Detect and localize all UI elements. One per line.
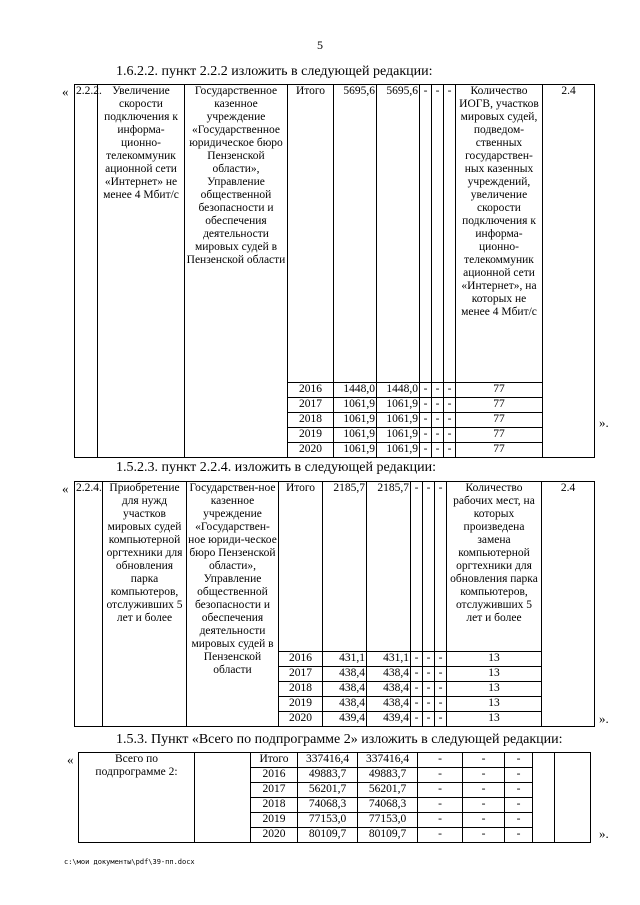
section3-open-quote: « [67, 752, 74, 767]
section2-table [74, 481, 595, 727]
section1-heading: 1.6.2.2. пункт 2.2.2 изложить в следующей редакции: [116, 64, 433, 79]
section1-indicator-value: 77 [456, 413, 543, 428]
section3-total: 77153,0 [298, 813, 358, 828]
section1-dash: - [432, 398, 444, 413]
section1-total: 1448,0 [334, 383, 377, 398]
section1-close-quote: ». [599, 415, 609, 430]
section2-indicator-value: 13 [447, 652, 542, 667]
section3-dash: - [463, 828, 505, 843]
section2-value: 438,4 [367, 697, 411, 712]
section1-open-quote: « [62, 84, 69, 99]
section3-dash: - [505, 768, 533, 783]
section2-value: 438,4 [367, 667, 411, 682]
section3-dash: - [418, 783, 463, 798]
section3-total: 49883,7 [298, 768, 358, 783]
section3-year: 2018 [251, 798, 298, 813]
section2-dash: - [435, 682, 447, 697]
section3-total: 337416,4 [298, 753, 358, 768]
section3-total: 74068,3 [298, 798, 358, 813]
section2-indicator-value: 13 [447, 697, 542, 712]
section3-total: 56201,7 [298, 783, 358, 798]
section2-value: 439,4 [367, 712, 411, 727]
section2-year: 2017 [279, 667, 323, 682]
section2-heading: 1.5.2.3. пункт 2.2.4. изложить в следующей редакции: [116, 460, 436, 475]
section2-dash: - [423, 482, 435, 652]
section3-year: 2016 [251, 768, 298, 783]
section2-total: 438,4 [323, 667, 367, 682]
section2-value: 438,4 [367, 682, 411, 697]
section1-value: 5695,6 [377, 85, 420, 383]
section3-heading: 1.5.3. Пункт «Всего по подпрограмме 2» изложить в следующей редакции: [116, 732, 563, 747]
section1-dash: - [420, 85, 432, 383]
section3-total: 80109,7 [298, 828, 358, 843]
section2-dash: - [423, 697, 435, 712]
section3-dash: - [418, 768, 463, 783]
section1-code: 2.2.2. [75, 85, 98, 458]
section3-dash: - [463, 768, 505, 783]
section2-dash: - [435, 712, 447, 727]
section3-blank [533, 753, 555, 843]
section1-total: 1061,9 [334, 428, 377, 443]
section2-indicator-value: 13 [447, 667, 542, 682]
section1-indicator-value: 77 [456, 428, 543, 443]
section2-value: 431,1 [367, 652, 411, 667]
section3-table [78, 752, 591, 843]
section1-dash: - [420, 443, 432, 458]
section3-dash: - [505, 813, 533, 828]
section1-dash: - [420, 428, 432, 443]
section1-dash: - [432, 383, 444, 398]
section3-year: 2020 [251, 828, 298, 843]
section3-dash: - [418, 813, 463, 828]
section1-value: 1448,0 [377, 383, 420, 398]
section3-dash: - [463, 813, 505, 828]
section1-total: 5695,6 [334, 85, 377, 383]
section1-dash: - [444, 383, 456, 398]
section3-dash: - [463, 798, 505, 813]
section3-value: 74068,3 [358, 798, 418, 813]
section3-dash: - [505, 828, 533, 843]
section1-dash: - [432, 85, 444, 383]
section1-dash: - [432, 428, 444, 443]
section3-dash: - [418, 753, 463, 768]
section1-total: 1061,9 [334, 398, 377, 413]
section2-dash: - [411, 712, 423, 727]
section2-dash: - [411, 697, 423, 712]
section2-total: 438,4 [323, 697, 367, 712]
section1-year: 2017 [288, 398, 334, 413]
section2-dash: - [435, 697, 447, 712]
section3-dash: - [463, 783, 505, 798]
section1-value: 1061,9 [377, 413, 420, 428]
section1-dash: - [444, 428, 456, 443]
section1-dash: - [444, 413, 456, 428]
section2-open-quote: « [62, 481, 69, 496]
section2-total: 439,4 [323, 712, 367, 727]
section1-dash: - [420, 413, 432, 428]
section3-dash: - [505, 798, 533, 813]
section3-close-quote: ». [599, 826, 609, 841]
section2-dash: - [435, 482, 447, 652]
section1-executor: Государственное казенное учреждение «Государственное юридическое бюро Пензенской области», Управление общественной безопасности и обеспечения деятельности мировых судей в Пензенской области [185, 85, 288, 458]
section1-year: 2019 [288, 428, 334, 443]
section2-year: Итого [279, 482, 323, 652]
section2-year: 2018 [279, 682, 323, 697]
section1-dash: - [432, 443, 444, 458]
section2-close-quote: ». [599, 711, 609, 726]
section2-code: 2.2.4. [75, 482, 103, 727]
section2-dash: - [423, 712, 435, 727]
section2-indicator-value: 13 [447, 682, 542, 697]
section3-name: Всего по подпрограмме 2: [79, 753, 195, 843]
section2-dash: - [423, 667, 435, 682]
section1-name: Увеличение скорости подключения к информа-ционно-телекоммуник ационной сети «Интернет» не менее 4 Мбит/с [98, 85, 185, 458]
section1-value: 1061,9 [377, 398, 420, 413]
section2-dash: - [435, 667, 447, 682]
section2-year: 2020 [279, 712, 323, 727]
section2-ref: 2.4 [542, 482, 595, 727]
section2-dash: - [411, 682, 423, 697]
section1-dash: - [432, 413, 444, 428]
section2-dash: - [411, 482, 423, 652]
section3-value: 80109,7 [358, 828, 418, 843]
section3-dash: - [505, 783, 533, 798]
section1-indicator: Количество ИОГВ, участков мировых судей, подведом-ственных государствен-ных казенных учреждений, увеличение скорости подключения к информа-ционно-телекоммуник ационной сети «Интернет», на которых не менее 4 Мбит/с [456, 85, 543, 383]
section1-value: 1061,9 [377, 428, 420, 443]
section3-value: 337416,4 [358, 753, 418, 768]
section1-indicator-value: 77 [456, 383, 543, 398]
section1-value: 1061,9 [377, 443, 420, 458]
file-path-footer: c:\мои документы\pdf\39-пп.docx [64, 858, 195, 866]
section1-dash: - [420, 398, 432, 413]
section2-total: 431,1 [323, 652, 367, 667]
section1-dash: - [444, 398, 456, 413]
section2-value: 2185,7 [367, 482, 411, 652]
section2-executor: Государствен-ное казенное учреждение «Государствен-ное юриди-ческое бюро Пензенской области», Управление общественной безопасности и обеспечения деятельности мировых судей в Пензенской области [187, 482, 279, 727]
section1-year: Итого [288, 85, 334, 383]
section3-dash: - [418, 798, 463, 813]
section2-name: Приобретение для нужд участков мировых судей компьютерной оргтехники для обновления парка компьютеров, отслуживших 5 лет и более [103, 482, 187, 727]
section2-dash: - [423, 652, 435, 667]
section3-dash: - [505, 753, 533, 768]
section3-value: 56201,7 [358, 783, 418, 798]
section1-year: 2018 [288, 413, 334, 428]
section3-blank [195, 753, 251, 843]
section1-table [74, 84, 595, 458]
page-number: 5 [317, 38, 323, 52]
section2-total: 2185,7 [323, 482, 367, 652]
section3-year: Итого [251, 753, 298, 768]
section1-dash: - [444, 443, 456, 458]
section1-dash: - [444, 85, 456, 383]
section1-total: 1061,9 [334, 443, 377, 458]
section3-year: 2019 [251, 813, 298, 828]
section1-indicator-value: 77 [456, 443, 543, 458]
section3-value: 49883,7 [358, 768, 418, 783]
section2-year: 2016 [279, 652, 323, 667]
section1-dash: - [420, 383, 432, 398]
section2-dash: - [435, 652, 447, 667]
section3-year: 2017 [251, 783, 298, 798]
section3-dash: - [463, 753, 505, 768]
section1-year: 2020 [288, 443, 334, 458]
section2-dash: - [411, 652, 423, 667]
section1-indicator-value: 77 [456, 398, 543, 413]
section1-ref: 2.4 [543, 85, 595, 458]
section2-year: 2019 [279, 697, 323, 712]
section1-total: 1061,9 [334, 413, 377, 428]
section2-dash: - [411, 667, 423, 682]
section3-blank [555, 753, 591, 843]
section2-indicator-value: 13 [447, 712, 542, 727]
section3-value: 77153,0 [358, 813, 418, 828]
section2-indicator: Количество рабочих мест, на которых произведена замена компьютерной оргтехники для обновления парка компьютеров, отслуживших 5 лет и более [447, 482, 542, 652]
section2-total: 438,4 [323, 682, 367, 697]
section1-year: 2016 [288, 383, 334, 398]
section2-dash: - [423, 682, 435, 697]
section3-dash: - [418, 828, 463, 843]
